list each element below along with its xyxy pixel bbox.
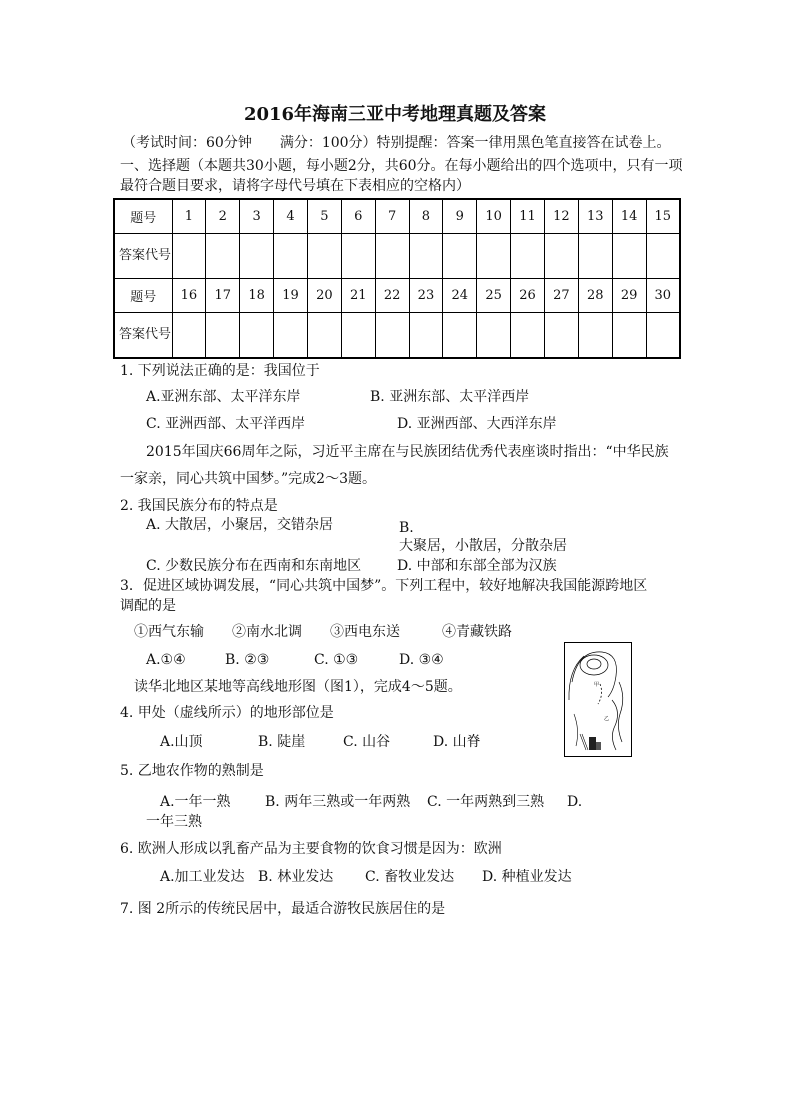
answer-cell[interactable] (544, 234, 578, 279)
answer-table-number-row-1 (114, 199, 680, 234)
answer-cell[interactable] (612, 234, 646, 279)
question-number-cell: 14 (612, 199, 646, 234)
q5-option-a: A.一年一熟 (160, 794, 231, 810)
map-label-jia: 甲 (594, 682, 600, 688)
page-title: 2016年海南三亚中考地理真题及答案 (243, 104, 547, 125)
q2-option-b: 大聚居，小散居，分散杂居 (399, 538, 567, 554)
q3-items: ①西气东输 ②南水北调 ③西电东送 ④青藏铁路 (134, 624, 512, 640)
q3-option-d: D. ③④ (399, 652, 444, 668)
answer-table-answer-row-1 (114, 234, 680, 279)
contour-map-figure (564, 642, 632, 757)
answer-cell[interactable] (375, 234, 409, 279)
q5-stem: 5. 乙地农作物的熟制是 (120, 763, 264, 779)
question-number-cell: 16 (172, 279, 206, 313)
q1-option-a: A.亚洲东部、太平洋东岸 (146, 389, 301, 405)
q1-option-b: B. 亚洲东部、太平洋西岸 (370, 389, 530, 405)
question-number-cell: 26 (511, 279, 545, 313)
answer-cell[interactable] (544, 313, 578, 359)
question-number-cell: 9 (443, 199, 477, 234)
q4-option-d: D. 山脊 (433, 734, 481, 750)
question-number-cell: 23 (409, 279, 443, 313)
q4-option-c: C. 山谷 (343, 734, 391, 750)
q6-stem: 6. 欧洲人形成以乳畜产品为主要食物的饮食习惯是因为：欧洲 (120, 841, 502, 857)
question-number-cell: 2 (206, 199, 240, 234)
question-number-cell: 1 (172, 199, 206, 234)
question-number-cell: 3 (240, 199, 274, 234)
question-number-cell: 7 (375, 199, 409, 234)
q6-option-d: D. 种植业发达 (482, 869, 572, 885)
answer-table-answer-row-2 (114, 313, 680, 359)
passage1-line2: 一家亲，同心共筑中国梦。”完成2～3题。 (120, 471, 376, 487)
answer-cell[interactable] (409, 313, 443, 359)
answer-cell[interactable] (172, 313, 206, 359)
q4-option-b: B. 陡崖 (258, 734, 306, 750)
answer-cell[interactable] (612, 313, 646, 359)
question-number-cell: 29 (612, 279, 646, 313)
answer-cell[interactable] (240, 313, 274, 359)
answer-cell[interactable] (206, 234, 240, 279)
question-number-cell: 4 (274, 199, 308, 234)
answer-cell[interactable] (274, 313, 308, 359)
question-number-cell: 22 (375, 279, 409, 313)
section1-instructions-line1: 一、选择题（本题共30小题，每小题2分，共60分。在每小题给出的四个选项中，只有一项 (120, 158, 683, 174)
map-legend-block (596, 742, 601, 750)
answer-cell[interactable] (578, 313, 612, 359)
question-number-cell: 27 (544, 279, 578, 313)
answer-cell[interactable] (477, 313, 511, 359)
answer-cell[interactable] (172, 234, 206, 279)
answer-cell[interactable] (274, 234, 308, 279)
answer-cell[interactable] (646, 234, 680, 279)
question-number-cell: 10 (477, 199, 511, 234)
question-number-cell: 12 (544, 199, 578, 234)
question-number-cell: 15 (646, 199, 680, 234)
q6-option-a: A.加工业发达 (160, 869, 245, 885)
q2-option-b-label: B. (399, 520, 414, 536)
q1-option-d: D. 亚洲西部、大西洋东岸 (397, 416, 557, 432)
answer-cell[interactable] (409, 234, 443, 279)
answer-cell[interactable] (341, 234, 375, 279)
map-label-yi: 乙 (604, 716, 610, 722)
q3-stem-line1: 3．促进区域协调发展，“同心共筑中国梦”。下列工程中，较好地解决我国能源跨地区 (120, 578, 648, 594)
exam-info: （考试时间：60分钟 满分：100分）特别提醒：答案一律用黑色笔直接答在试卷上。 (122, 135, 671, 151)
question-number-cell: 6 (341, 199, 375, 234)
answer-table-number-row-2 (114, 279, 680, 313)
question-number-cell: 18 (240, 279, 274, 313)
answer-cell[interactable] (511, 234, 545, 279)
question-number-cell: 21 (341, 279, 375, 313)
answer-cell[interactable] (206, 313, 240, 359)
q5-option-c: C. 一年两熟到三熟 (427, 794, 545, 810)
q2-option-c: C. 少数民族分布在西南和东南地区 (146, 558, 362, 574)
answer-cell[interactable] (307, 313, 341, 359)
q2-option-d: D. 中部和东部全部为汉族 (397, 558, 557, 574)
question-number-label: 题号 (114, 199, 172, 234)
q6-option-c: C. 畜牧业发达 (365, 869, 455, 885)
answer-cell[interactable] (646, 313, 680, 359)
q4-stem: 4. 甲处（虚线所示）的地形部位是 (120, 705, 334, 721)
question-number-cell: 25 (477, 279, 511, 313)
question-number-label: 题号 (114, 279, 172, 313)
question-number-cell: 19 (274, 279, 308, 313)
question-number-cell: 13 (578, 199, 612, 234)
answer-cell[interactable] (443, 313, 477, 359)
passage2: 读华北地区某地等高线地形图（图1），完成4～5题。 (134, 679, 462, 695)
q1-stem: 1. 下列说法正确的是：我国位于 (120, 363, 320, 379)
q3-option-c: C. ①③ (314, 652, 359, 668)
q3-option-a: A.①④ (146, 652, 186, 668)
section1-instructions-line2: 最符合题目要求，请将字母代号填在下表相应的空格内） (120, 178, 470, 194)
question-number-cell: 30 (646, 279, 680, 313)
answer-cell[interactable] (511, 313, 545, 359)
question-number-cell: 28 (578, 279, 612, 313)
answer-table (113, 198, 681, 359)
question-number-cell: 17 (206, 279, 240, 313)
q2-option-a: A. 大散居，小聚居，交错杂居 (146, 517, 334, 533)
question-number-cell: 8 (409, 199, 443, 234)
q5-option-d-label: D. (567, 794, 583, 810)
answer-cell[interactable] (443, 234, 477, 279)
question-number-cell: 5 (307, 199, 341, 234)
answer-code-label: 答案代号 (114, 234, 172, 279)
question-number-cell: 24 (443, 279, 477, 313)
map-legend-block (589, 737, 596, 750)
answer-cell[interactable] (477, 234, 511, 279)
question-number-cell: 11 (511, 199, 545, 234)
q3-stem-line2: 调配的是 (120, 598, 176, 614)
q5-option-d: 一年三熟 (146, 814, 202, 830)
answer-cell[interactable] (240, 234, 274, 279)
answer-cell[interactable] (375, 313, 409, 359)
answer-cell[interactable] (307, 234, 341, 279)
answer-cell[interactable] (578, 234, 612, 279)
q2-stem: 2. 我国民族分布的特点是 (120, 498, 278, 514)
answer-code-label: 答案代号 (114, 313, 172, 359)
q7-stem: 7. 图 2所示的传统民居中，最适合游牧民族居住的是 (120, 901, 446, 917)
q5-option-b: B. 两年三熟或一年两熟 (265, 794, 411, 810)
answer-cell[interactable] (341, 313, 375, 359)
q6-option-b: B. 林业发达 (258, 869, 334, 885)
question-number-cell: 20 (307, 279, 341, 313)
passage1-line1: 2015年国庆66周年之际，习近平主席在与民族团结优秀代表座谈时指出：“中华民族 (146, 444, 669, 460)
q1-option-c: C. 亚洲西部、太平洋西岸 (146, 416, 306, 432)
q4-option-a: A.山顶 (160, 734, 203, 750)
q3-option-b: B. ②③ (225, 652, 270, 668)
